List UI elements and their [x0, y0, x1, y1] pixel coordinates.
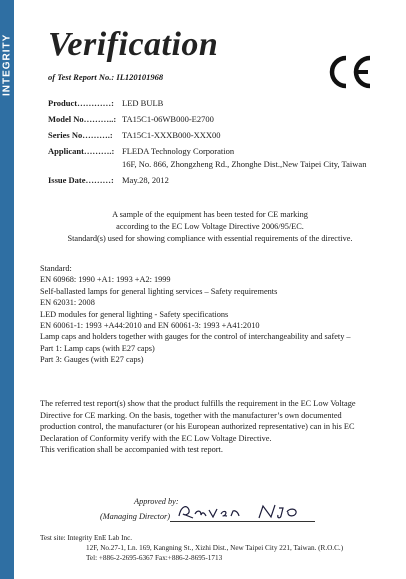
side-banner-text: INTEGRITY [1, 33, 13, 97]
approved-by-label: Approved by: [134, 497, 179, 506]
standard-item: LED modules for general lighting - Safety specifications [40, 309, 229, 319]
standard-item: EN 60061-1: 1993 +A44:2010 and EN 60061-3: 1993 +A41:2010 [40, 321, 260, 331]
series-value: TA15C1-XXXB000-XXX00 [122, 130, 221, 140]
applicant-address: 16F, No. 866, Zhongzheng Rd., Zhonghe Dist.,New Taipei City, Taiwan [122, 159, 367, 169]
standard-item: Part 3: Gauges (with E27 caps) [40, 355, 144, 365]
test-site-name: Test site: Integrity EnE Lab Inc. [40, 534, 133, 542]
document-title: Verification [48, 26, 219, 63]
standards-heading: Standard: [40, 264, 72, 273]
statement-line-2: according to the EC Low Voltage Directive 2006/95/EC. [116, 222, 304, 231]
test-site-footer [40, 533, 343, 563]
ce-mark-logo [326, 52, 374, 92]
conclusion-line: Directive for CE marking. On the basis, together with the manufacturer’s own documented [40, 410, 342, 420]
report-number: of Test Report No.: IL120101968 [48, 72, 164, 82]
standard-item: Lamp caps and holders together with gauges for the control of interchangeability and safety – [40, 332, 351, 342]
issue-date-label: Issue Date………: [48, 175, 114, 185]
standard-item: Part 1: Lamp caps (with E27 caps) [40, 343, 155, 353]
signature-line [170, 521, 315, 522]
test-site-contact: Tel: +886-2-2695-6367 Fax:+886-2-8695-1713 [86, 554, 223, 562]
product-label: Product…………: [48, 98, 114, 108]
conclusion-line: Declaration of Conformity verify with the EC Low Voltage Directive. [40, 433, 272, 443]
test-site-address: 12F, No.27-1, Ln. 169, Kangning St., Xizhi Dist., New Taipei City 221, Taiwan. (R.O.C.) [86, 544, 344, 552]
conclusion-line: The referred test report(s) show that the product fulfills the requirement in the EC Low Voltage [40, 399, 356, 408]
statement-line-3: Standard(s) used for showing compliance with essential requirements of the directive. [67, 234, 353, 243]
series-label: Series No……….: [48, 130, 113, 140]
issue-date-value: May.28, 2012 [122, 175, 169, 185]
signature [175, 500, 315, 522]
statement-line-1: A sample of the equipment has been tested for CE marking [112, 210, 308, 219]
conclusion-line: production control, the manufacturer (or his European authorized representative) can in his EC [40, 422, 355, 431]
standard-item: EN 60968: 1990 +A1: 1993 +A2: 1999 [40, 275, 171, 285]
standard-item: Self-ballasted lamps for general lighting services – Safety requirements [40, 286, 278, 296]
managing-director-label: (Managing Director) [100, 512, 170, 521]
model-label: Model No………..: [48, 114, 117, 124]
conclusion-paragraph [40, 398, 385, 456]
standards-list [40, 263, 351, 366]
model-value: TA15C1-06WB000-E2700 [122, 114, 214, 124]
applicant-label: Applicant……….: [48, 146, 115, 156]
conclusion-line: This verification shall be accompanied with test report. [40, 445, 223, 454]
standard-item: EN 62031: 2008 [40, 298, 95, 308]
side-banner [0, 0, 14, 579]
product-value: LED BULB [122, 98, 164, 108]
applicant-name: FLEDA Technology Corporation [122, 146, 235, 156]
